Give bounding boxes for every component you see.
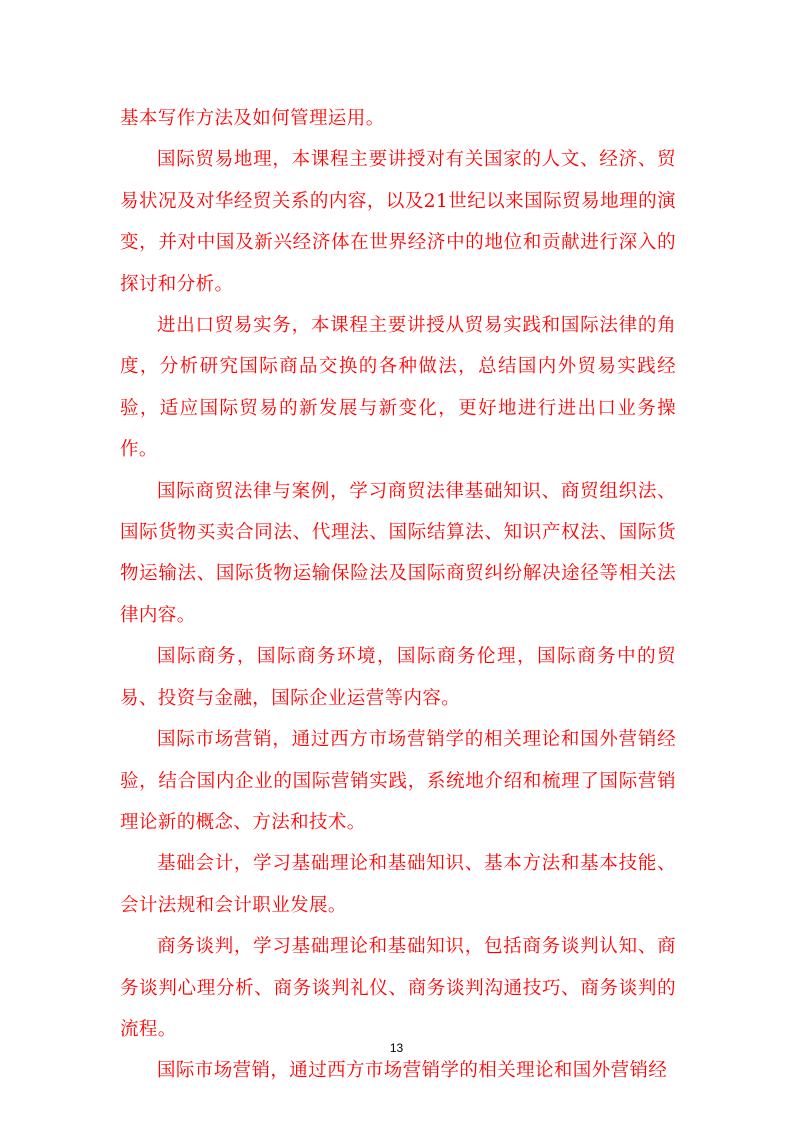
paragraph-international-trade-geography: 国际贸易地理，本课程主要讲授对有关国家的人文、经济、贸易状况及对华经贸关系的内容，以及21世纪以来国际贸易地理的演变，并对中国及新兴经济体在世界经济中的地位和贡献进行深入的探讨和分析。 (120, 149, 676, 295)
paragraph-trade-law-cases: 国际商贸法律与案例，学习商贸法律基础知识、商贸组织法、国际货物买卖合同法、代理法、国际结算法、知识产权法、国际货物运输法、国际货物运输保险法及国际商贸纠纷解决途径等相关法律内容。 (120, 480, 676, 626)
page-number: 13 (389, 1041, 404, 1055)
paragraph-business-negotiation: 商务谈判，学习基础理论和基础知识，包括商务谈判认知、商务谈判心理分析、商务谈判礼仪、商务谈判沟通技巧、商务谈判的流程。 (120, 936, 676, 1040)
paragraph-international-marketing: 国际市场营销，通过西方市场营销学的相关理论和国外营销经验，结合国内企业的国际营销实践，系统地介绍和梳理了国际营销理论新的概念、方法和技术。 (120, 729, 676, 833)
paragraph-international-marketing-repeat: 国际市场营销，通过西方市场营销学的相关理论和国外营销经 (157, 1060, 668, 1082)
paragraph-basic-accounting: 基础会计，学习基础理论和基础知识、基本方法和基本技能、会计法规和会计职业发展。 (120, 853, 676, 916)
paragraph-international-business: 国际商务，国际商务环境，国际商务伦理，国际商务中的贸易、投资与金融，国际企业运营等内容。 (120, 646, 676, 709)
paragraph-continuation: 基本写作方法及如何管理运用。 (120, 108, 385, 129)
paragraph-import-export-practice: 进出口贸易实务，本课程主要讲授从贸易实践和国际法律的角度，分析研究国际商品交换的各种做法，总结国内外贸易实践经验，适应国际贸易的新发展与新变化，更好地进行进出口业务操作。 (120, 315, 676, 461)
body-text (120, 98, 676, 1092)
